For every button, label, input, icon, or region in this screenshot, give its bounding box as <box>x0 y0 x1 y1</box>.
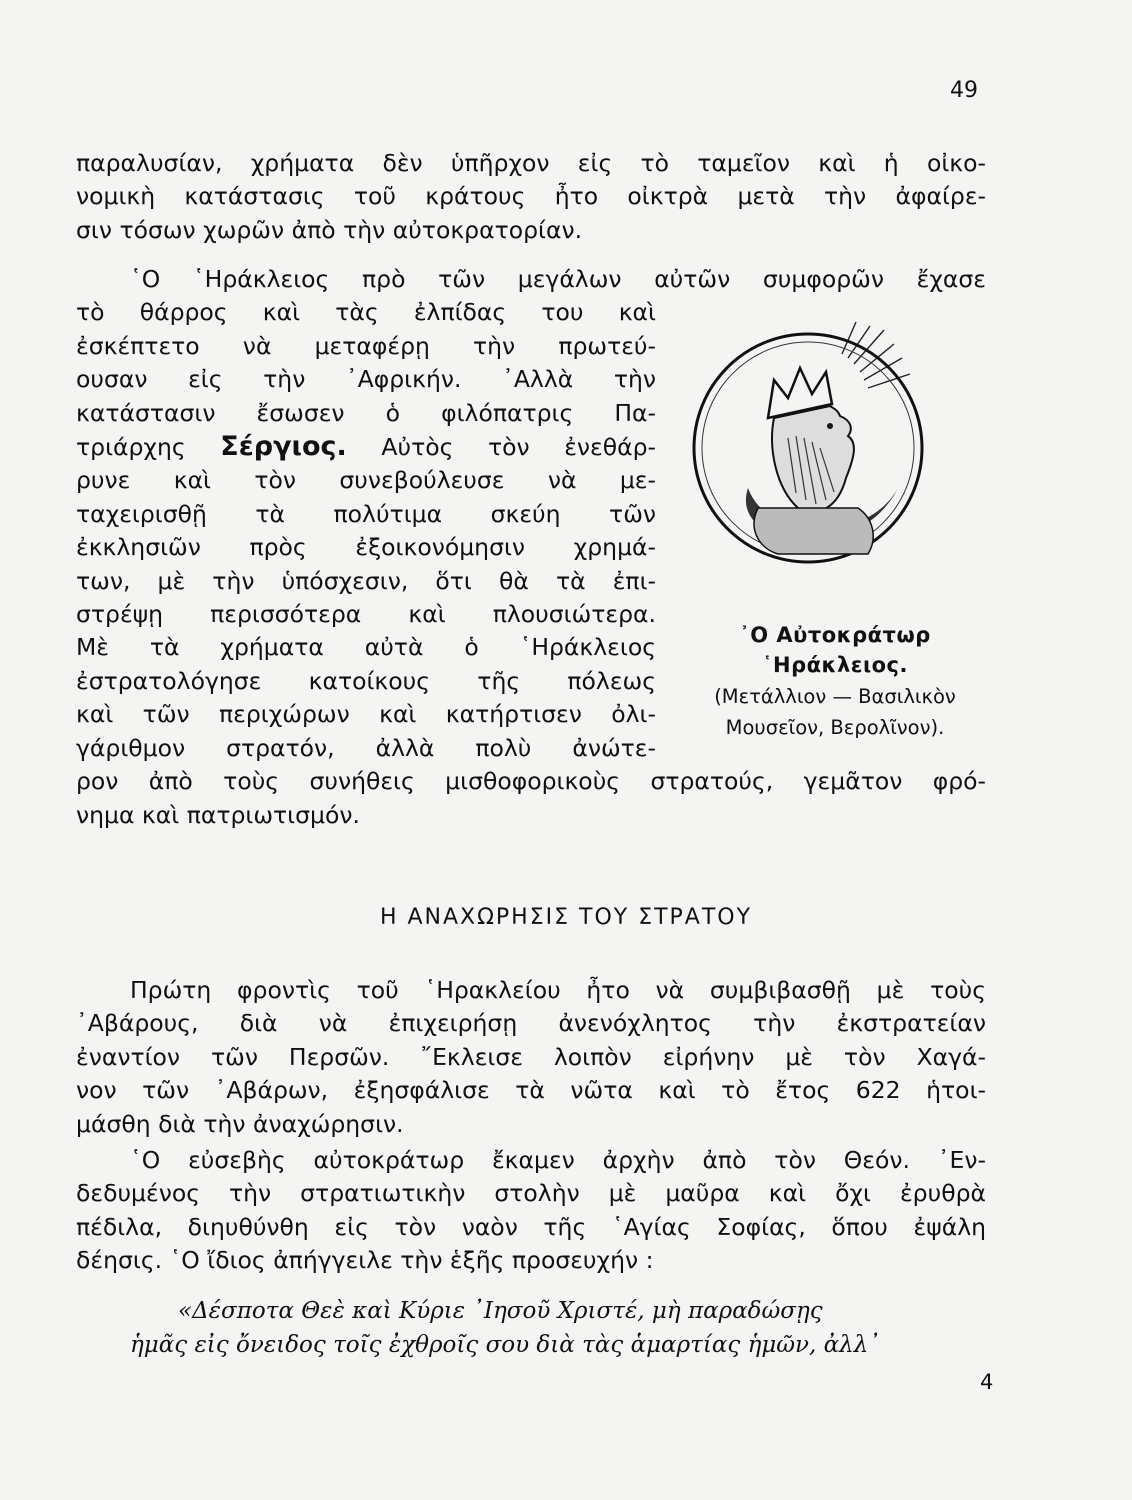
paragraph-4 <box>76 1144 986 1278</box>
caption-source-1: (Μετάλλιον — Βασιλικὸν <box>714 685 956 708</box>
paragraph-2-line: νημα καὶ πατριωτισμόν. <box>76 800 360 829</box>
paragraph-3-line: ἐναντίον τῶν Περσῶν. ῎Εκλεισε λοιπὸν εἰρήνην μὲ τὸν Χαγά- <box>76 1042 986 1071</box>
paragraph-4-line: δεδυμένος τὴν στρατιωτικὴν στολὴν μὲ μαῦρα καὶ ὄχι ἐρυθρὰ <box>76 1179 986 1208</box>
paragraph-2-line: των, μὲ τὴν ὑπόσχεσιν, ὅτι θὰ τὰ ἐπι- <box>76 566 656 595</box>
paragraph-2-line: ἐστρατολόγησε κατοίκους τῆς πόλεως <box>76 666 656 695</box>
paragraph-3-line: νον τῶν ᾿Αβάρων, ἐξησφάλισε τὰ νῶτα καὶ τὸ ἔτος 622 ἡτοι- <box>76 1076 986 1105</box>
paragraph-3-line: μάσθη διὰ τὴν ἀναχώρησιν. <box>76 1109 404 1138</box>
paragraph-3-line: ᾿Αβάρους, διὰ νὰ ἐπιχειρήσῃ ἀνενόχλητος τὴν ἐκστρατείαν <box>76 1009 986 1038</box>
paragraph-2-line: ρον ἀπὸ τοὺς συνήθεις μισθοφορικοὺς στρατούς, γεμᾶτον φρό- <box>76 767 986 796</box>
paragraph-2-line: ἐσκέπτετο νὰ μεταφέρῃ τὴν πρωτεύ- <box>76 331 656 360</box>
prayer-quote <box>130 1294 950 1362</box>
paragraph-2-line: στρέψῃ περισσότερα καὶ πλουσιώτερα. <box>76 600 656 629</box>
signature-mark: 4 <box>980 1370 994 1394</box>
paragraph-3-line: Πρώτη φροντὶς τοῦ ῾Ηρακλείου ἦτο νὰ συμβιβασθῇ μὲ τοὺς <box>130 976 986 1004</box>
paragraph-1 <box>76 147 986 247</box>
sergios-prefix: τριάρχης <box>76 433 221 462</box>
paragraph-1-line: σιν τόσων χωρῶν ἀπὸ τὴν αὐτοκρατορίαν. <box>76 215 583 244</box>
sergios-name: Σέργιος. <box>220 431 347 463</box>
paragraph-2-line: ουσαν εἰς τὴν ᾿Αφρικήν. ᾿Αλλὰ τὴν <box>76 365 656 394</box>
medallion-portrait-icon <box>688 318 928 578</box>
paragraph-2-line: ρυνε καὶ τὸν συνεβούλευσε νὰ με- <box>76 466 656 495</box>
section-heading: Η ΑΝΑΧΩΡΗΣΙΣ ΤΟΥ ΣΤΡΑΤΟΥ <box>379 905 753 930</box>
paragraph-2-line: κατάστασιν ἔσωσεν ὁ φιλόπατρις Πα- <box>76 398 656 427</box>
paragraph-3 <box>76 974 986 1141</box>
paragraph-4-line: ῾Ο εὐσεβὴς αὐτοκράτωρ ἔκαμεν ἀρχὴν ἀπὸ τὸν Θεόν. ᾿Εν- <box>130 1146 986 1174</box>
paragraph-2-line: ταχειρισθῇ τὰ πολύτιμα σκεύη τῶν <box>76 499 656 528</box>
caption-title-2: ῾Ηράκλειος. <box>762 653 908 677</box>
paragraph-2-line: ῾Ο ῾Ηράκλειος πρὸ τῶν μεγάλων αὐτῶν συμφορῶν ἔχασε <box>130 265 986 293</box>
paragraph-4-line: πέδιλα, διηυθύνθη εἰς τὸν ναὸν τῆς ῾Αγίας Σοφίας, ὅπου ἐψάλη <box>76 1212 986 1241</box>
paragraph-2-line: ἐκκλησιῶν πρὸς ἐξοικονόμησιν χρημά- <box>76 533 656 562</box>
paragraph-2-line: Μὲ τὰ χρήματα αὐτὰ ὁ ῾Ηράκλειος <box>76 633 656 662</box>
page-number: 49 <box>950 78 978 103</box>
caption-source-2: Μουσεῖον, Βερολῖνον). <box>725 716 945 739</box>
paragraph-2-line: τὸ θάρρος καὶ τὰς ἐλπίδας του καὶ <box>76 298 656 327</box>
paragraph-2-line: καὶ τῶν περιχώρων καὶ κατήρτισεν ὀλι- <box>76 700 656 729</box>
quote-line: ἡμᾶς εἰς ὄνειδος τοῖς ἐχθροῖς σου διὰ τὰς ἁμαρτίας ἡμῶν, ἀλλ᾿ <box>130 1332 880 1358</box>
paragraph-1-line: νομικὴ κατάστασις τοῦ κράτους ἦτο οἰκτρὰ μετὰ τὴν ἀφαίρε- <box>76 182 986 211</box>
quote-line: «Δέσποτα Θεὲ καὶ Κύριε ᾿Ιησοῦ Χριστέ, μὴ παραδώσῃς <box>178 1298 823 1324</box>
caption-title-1: ᾿Ο Αὐτοκράτωρ <box>739 623 931 647</box>
paragraph-2-sergios-line <box>76 430 656 464</box>
figure-caption <box>680 620 990 742</box>
sergios-suffix: Αὐτὸς τὸν ἐνεθάρ- <box>346 433 657 462</box>
paragraph-4-line: δέησις. ῾Ο ἴδιος ἀπήγγειλε τὴν ἑξῆς προσευχήν : <box>76 1246 654 1275</box>
paragraph-1-line: παραλυσίαν, χρήματα δὲν ὑπῆρχον εἰς τὸ ταμεῖον καὶ ἡ οἰκο- <box>76 149 986 177</box>
paragraph-2-line: γάριθμον στρατόν, ἀλλὰ πολὺ ἀνώτε- <box>76 733 656 762</box>
